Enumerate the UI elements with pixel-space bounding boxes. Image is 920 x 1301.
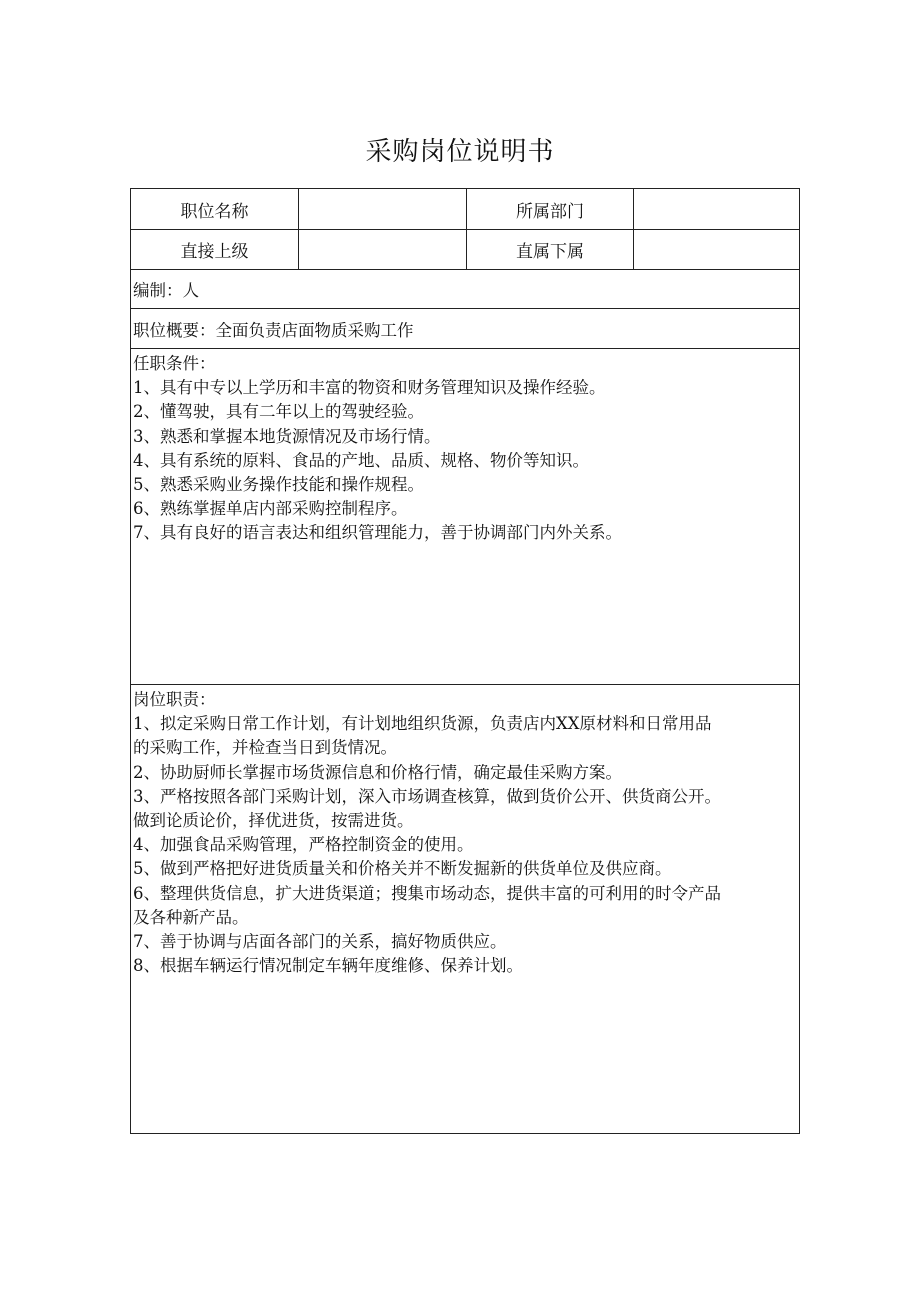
list-item: 做到论质论价，择优进货，按需进货。: [133, 811, 414, 831]
list-item: 及各种新产品。: [133, 907, 249, 927]
staffing-text: 编制：人: [133, 281, 199, 300]
qualifications-heading: 任职条件：: [133, 354, 216, 373]
list-item: 6、熟练掌握单店内部采购控制程序。: [133, 499, 408, 519]
list-item: 8、根据车辆运行情况制定车辆年度维修、保养计划。: [133, 956, 523, 976]
staffing-row: [131, 270, 799, 309]
list-item: 2、协助厨师长掌握市场货源信息和价格行情，确定最佳采购方案。: [133, 762, 622, 782]
supervisor-value[interactable]: [299, 230, 467, 269]
list-item: 4、具有系统的原料、食品的产地、品质、规格、物价等知识。: [133, 450, 589, 470]
document-title: 采购岗位说明书: [365, 137, 555, 167]
job-description-table: [130, 188, 800, 1134]
list-item: 3、熟悉和掌握本地货源情况及市场行情。: [133, 426, 441, 446]
table-row: [131, 189, 799, 230]
list-item: 1、拟定采购日常工作计划，有计划地组织货源，负责店内XX原材料和日常用品: [133, 714, 712, 734]
list-item: 7、具有良好的语言表达和组织管理能力，善于协调部门内外关系。: [133, 523, 622, 543]
list-item: 的采购工作，并检查当日到货情况。: [133, 738, 397, 758]
duties-section: [131, 685, 799, 1133]
subordinate-value[interactable]: [634, 230, 799, 269]
supervisor-label: 直接上级: [131, 230, 299, 269]
qualifications-section: [131, 349, 799, 685]
list-item: 6、整理供货信息，扩大进货渠道；搜集市场动态，提供丰富的可利用的时令产品: [133, 883, 721, 903]
position-name-label: 职位名称: [131, 189, 299, 229]
department-value[interactable]: [634, 189, 799, 229]
list-item: 3、严格按照各部门采购计划，深入市场调查核算，做到货价公开、供货商公开。: [133, 786, 721, 806]
list-item: 4、加强食品采购管理，严格控制资金的使用。: [133, 835, 474, 855]
list-item: 1、具有中专以上学历和丰富的物资和财务管理知识及操作经验。: [133, 378, 606, 398]
position-name-value[interactable]: [299, 189, 467, 229]
overview-text: 职位概要：全面负责店面物质采购工作: [133, 320, 414, 340]
table-row: [131, 230, 799, 270]
duties-heading: 岗位职责：: [133, 690, 216, 709]
list-item: 5、熟悉采购业务操作技能和操作规程。: [133, 475, 424, 495]
overview-row: [131, 309, 799, 349]
department-label: 所属部门: [467, 189, 634, 229]
list-item: 5、做到严格把好进货质量关和价格关并不断发掘新的供货单位及供应商。: [133, 859, 672, 879]
subordinate-label: 直属下属: [467, 230, 634, 269]
list-item: 7、善于协调与店面各部门的关系，搞好物质供应。: [133, 932, 507, 952]
list-item: 2、懂驾驶，具有二年以上的驾驶经验。: [133, 402, 424, 422]
